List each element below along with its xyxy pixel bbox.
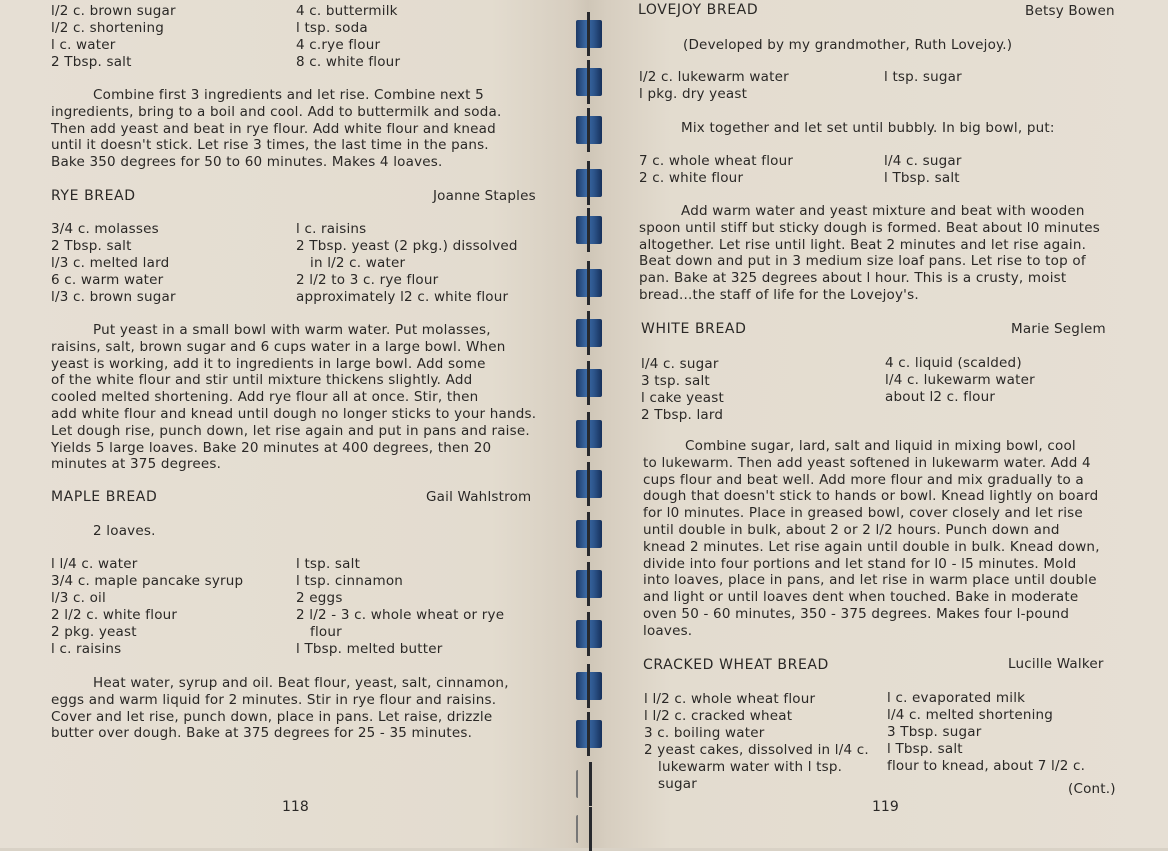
cracked-ingredients-col2: [887, 690, 1085, 775]
ingredient: l tsp. sugar: [884, 69, 962, 85]
directions-line: Let dough rise, punch down, let rise again and put in pans and raise.: [51, 422, 530, 439]
white-bread-author: Marie Seglem: [1011, 321, 1106, 337]
ingredient: l pkg. dry yeast: [639, 86, 748, 102]
directions-line: into loaves, place in pans, and let rise in warm place until double: [643, 572, 1097, 589]
ingredient: 2 Tbsp. salt: [51, 54, 132, 70]
ingredient: l c. raisins: [296, 221, 367, 237]
ingredient: approximately l2 c. white flour: [296, 289, 509, 305]
directions-line: ingredients, bring to a boil and cool. Add to buttermilk and soda.: [51, 103, 502, 120]
directions-line: Add warm water and yeast mixture and beat with wooden: [681, 203, 1085, 219]
ingredient: l cake yeast: [641, 390, 724, 406]
directions-line: yeast is working, add it to ingredients in large bowl. Add some: [51, 355, 486, 372]
directions-line: for l0 minutes. Place in greased bowl, cover closely and let rise: [643, 505, 1083, 522]
white-ingredients-col1: [641, 356, 724, 424]
ingredient: 6 c. warm water: [51, 272, 164, 288]
ingredient: 3/4 c. maple pancake syrup: [51, 573, 244, 589]
ingredient: l/2 c. lukewarm water: [639, 69, 789, 85]
ingredient: l/2 c. brown sugar: [51, 3, 176, 19]
ingredient: 4 c.rye flour: [296, 37, 381, 53]
directions-line: and light or until loaves dent when touched. Bake in moderate: [643, 589, 1079, 606]
directions-line: add white flour and knead until dough no longer sticks to your hands.: [51, 405, 537, 422]
ingredient: sugar: [658, 776, 697, 792]
directions-line: dough that doesn't stick to hands or bowl. Knead lightly on board: [643, 488, 1099, 505]
directions-line: Heat water, syrup and oil. Beat flour, yeast, salt, cinnamon,: [93, 675, 509, 691]
ingredient: 4 c. liquid (scalded): [885, 355, 1022, 371]
directions-line: loaves.: [643, 622, 693, 639]
ingredient: l/3 c. oil: [51, 590, 106, 606]
ingredient: l l/2 c. whole wheat flour: [644, 691, 816, 707]
ingredient: l/4 c. lukewarm water: [885, 372, 1035, 388]
ingredient: l c. water: [51, 37, 116, 53]
page-number: 118: [282, 799, 309, 815]
lovejoy-bread-title: LOVEJOY BREAD: [638, 2, 759, 18]
left-page: [0, 0, 578, 848]
directions-line: pan. Bake at 325 degrees about l hour. This is a crusty, moist: [639, 270, 1067, 287]
directions-line: of the white flour and stir until mixture thickens slightly. Add: [51, 372, 473, 389]
rye-bread-author: Joanne Staples: [433, 188, 536, 204]
directions-line: spoon until stiff but sticky dough is formed. Beat about l0 minutes: [639, 219, 1101, 236]
ingredient: l/3 c. brown sugar: [51, 289, 176, 305]
directions-line: bread...the staff of life for the Lovejoy's.: [639, 286, 919, 303]
ingredient: l l/2 c. cracked wheat: [644, 708, 793, 724]
ingredient: in l/2 c. water: [310, 255, 406, 271]
lovejoy-bowl-col2: [884, 153, 962, 187]
lovejoy-directions: [639, 203, 1100, 304]
directions-line: Combine sugar, lard, salt and liquid in mixing bowl, cool: [685, 438, 1076, 454]
directions-line: knead 2 minutes. Let rise again until double in bulk. Knead down,: [643, 538, 1100, 555]
ingredient: l l/4 c. water: [51, 556, 138, 572]
ingredient: l Tbsp. salt: [887, 741, 963, 757]
lovejoy-mix-line: Mix together and let set until bubbly. In big bowl, put:: [681, 120, 1055, 136]
cracked-wheat-bread-title: CRACKED WHEAT BREAD: [643, 657, 829, 673]
directions-line: raisins, salt, brown sugar and 6 cups water in a large bowl. When: [51, 338, 506, 355]
ingredient: l/4 c. sugar: [641, 356, 719, 372]
ingredient: 7 c. whole wheat flour: [639, 153, 794, 169]
maple-directions: [51, 675, 509, 742]
directions-line: eggs and warm liquid for 2 minutes. Stir in rye flour and raisins.: [51, 691, 497, 708]
top-ingredients-col2: [296, 3, 400, 71]
rye-ingredients-col2: [296, 221, 518, 306]
continued-marker: (Cont.): [1068, 781, 1116, 797]
top-ingredients-col1: [51, 3, 176, 71]
ingredient: 2 l/2 to 3 c. rye flour: [296, 272, 439, 288]
directions-line: altogether. Let rise until light. Beat 2 minutes and let rise again.: [639, 236, 1087, 253]
directions-line: to lukewarm. Then add yeast softened in lukewarm water. Add 4: [643, 454, 1091, 471]
ingredient: 2 Tbsp. salt: [51, 238, 132, 254]
directions-line: Put yeast in a small bowl with warm water. Put molasses,: [93, 322, 491, 338]
top-directions: [51, 87, 502, 171]
ingredient: l c. raisins: [51, 641, 122, 657]
lovejoy-bread-author: Betsy Bowen: [1025, 3, 1115, 19]
ingredient: 3 Tbsp. sugar: [887, 724, 982, 740]
maple-bread-title: MAPLE BREAD: [51, 489, 158, 505]
ingredient: l Tbsp. salt: [884, 170, 960, 186]
ingredient: l tsp. soda: [296, 20, 368, 36]
cracked-ingredients-col1: [644, 691, 869, 793]
page-number: 119: [872, 799, 899, 815]
ingredient: flour: [310, 624, 342, 640]
directions-line: cups flour and beat well. Add more flour and mix gradually to a: [643, 471, 1084, 488]
ingredient: l Tbsp. melted butter: [296, 641, 443, 657]
ingredient: 2 Tbsp. yeast (2 pkg.) dissolved: [296, 238, 518, 254]
directions-line: until double in bulk, about 2 or 2 l/2 hours. Punch down and: [643, 521, 1060, 538]
ingredient: 8 c. white flour: [296, 54, 401, 70]
ingredient: 4 c. buttermilk: [296, 3, 398, 19]
right-page: [604, 0, 1168, 848]
directions-line: Beat down and put in 3 medium size loaf pans. Let rise to top of: [639, 253, 1086, 270]
maple-bread-author: Gail Wahlstrom: [426, 489, 532, 505]
ingredient: 3/4 c. molasses: [51, 221, 159, 237]
directions-line: Combine first 3 ingredients and let rise. Combine next 5: [93, 87, 484, 103]
lovejoy-note: (Developed by my grandmother, Ruth Lovejoy.): [683, 37, 1013, 53]
directions-line: Bake 350 degrees for 50 to 60 minutes. Makes 4 loaves.: [51, 154, 443, 171]
rye-ingredients-col1: [51, 221, 176, 306]
maple-ingredients-col2: [296, 556, 504, 658]
ingredient: 2 c. white flour: [639, 170, 744, 186]
ingredient: 2 yeast cakes, dissolved in l/4 c.: [644, 742, 869, 758]
cracked-wheat-bread-author: Lucille Walker: [1008, 656, 1104, 672]
rye-bread-title: RYE BREAD: [51, 188, 136, 204]
directions-line: divide into four portions and let stand for l0 - l5 minutes. Mold: [643, 555, 1077, 572]
ingredient: 3 c. boiling water: [644, 725, 765, 741]
ingredient: about l2 c. flour: [885, 389, 996, 405]
lovejoy-starter-col1: [639, 69, 789, 103]
ingredient: l tsp. cinnamon: [296, 573, 404, 589]
ingredient: l/4 c. sugar: [884, 153, 962, 169]
directions-line: Then add yeast and beat in rye flour. Add white flour and knead: [51, 120, 496, 137]
lovejoy-bowl-col1: [639, 153, 793, 187]
ingredient: flour to knead, about 7 l/2 c.: [887, 758, 1086, 774]
directions-line: Yields 5 large loaves. Bake 20 minutes at 400 degrees, then 20: [51, 439, 492, 456]
directions-line: oven 50 - 60 minutes, 350 - 375 degrees. Makes four l-pound: [643, 605, 1070, 622]
ingredient: 2 l/2 c. white flour: [51, 607, 178, 623]
ingredient: 2 Tbsp. lard: [641, 407, 724, 423]
ingredient: 2 pkg. yeast: [51, 624, 137, 640]
maple-ingredients-col1: [51, 556, 243, 658]
directions-line: butter over dough. Bake at 375 degrees for 25 - 35 minutes.: [51, 725, 473, 742]
directions-line: cooled melted shortening. Add rye flour all at once. Stir, then: [51, 389, 479, 406]
white-directions: [643, 438, 1100, 640]
white-bread-title: WHITE BREAD: [641, 321, 747, 337]
ingredient: 3 tsp. salt: [641, 373, 710, 389]
ingredient: 2 eggs: [296, 590, 343, 606]
lovejoy-starter-col2: [884, 69, 962, 86]
ingredient: lukewarm water with l tsp.: [658, 759, 843, 775]
directions-line: minutes at 375 degrees.: [51, 456, 222, 473]
white-ingredients-col2: [885, 355, 1035, 406]
directions-line: until it doesn't stick. Let rise 3 times, the last time in the pans.: [51, 137, 489, 154]
rye-directions: [51, 322, 536, 473]
ingredient: 2 l/2 - 3 c. whole wheat or rye: [296, 607, 505, 623]
ingredient: l/4 c. melted shortening: [887, 707, 1054, 723]
ingredient: l tsp. salt: [296, 556, 361, 572]
directions-line: Cover and let rise, punch down, place in pans. Let raise, drizzle: [51, 708, 493, 725]
maple-bread-yield: 2 loaves.: [93, 523, 156, 539]
ingredient: l/3 c. melted lard: [51, 255, 170, 271]
ingredient: l c. evaporated milk: [887, 690, 1026, 706]
ingredient: l/2 c. shortening: [51, 20, 165, 36]
